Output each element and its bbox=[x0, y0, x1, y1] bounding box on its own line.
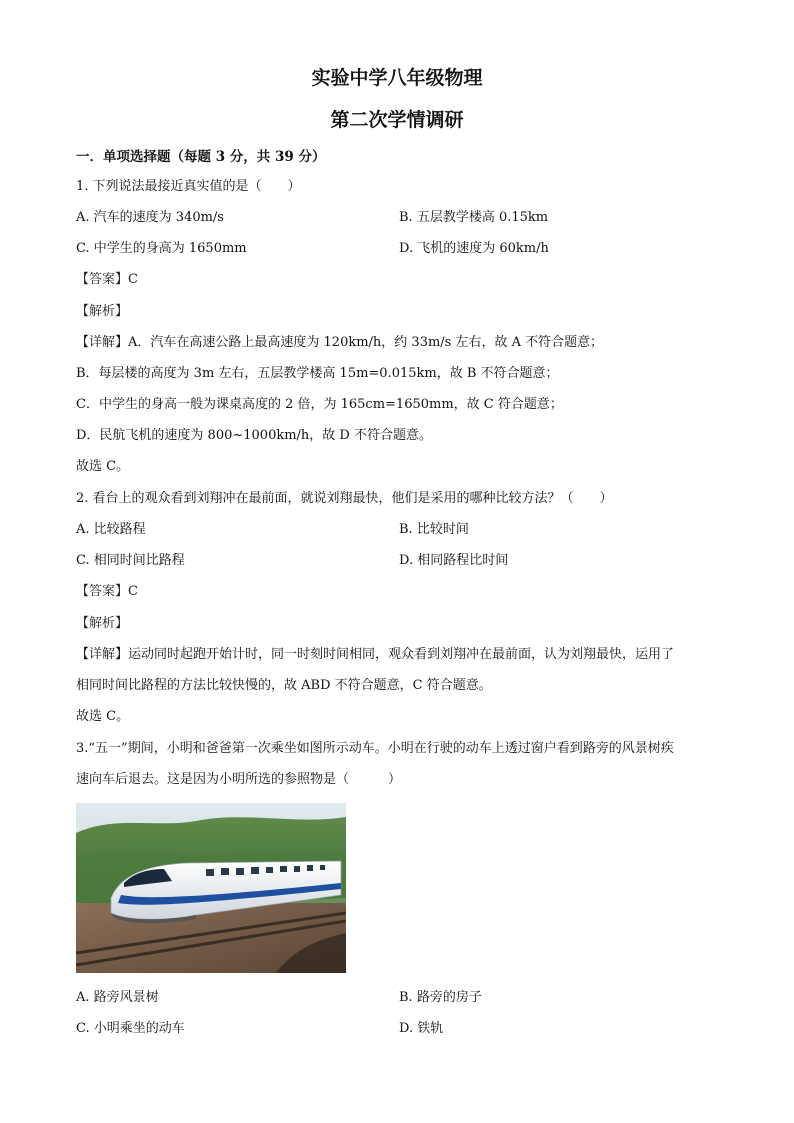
q1-option-c: C. 中学生的身高为 1650mm bbox=[76, 241, 247, 256]
q3-option-d: D. 铁轨 bbox=[399, 1021, 444, 1036]
q3-option-a: A. 路旁风景树 bbox=[76, 990, 159, 1005]
q3-stem-line-2: 速向车后退去。这是因为小明所选的参照物是（ ） bbox=[76, 772, 402, 787]
q1-detail-line: C．中学生的身高一般为课桌高度的 2 倍，为 165cm=1650mm，故 C 符合题意； bbox=[76, 397, 563, 412]
q2-detail-line: 相同时间比路程的方法比较快慢的，故 ABD 不符合题意，C 符合题意。 bbox=[76, 678, 492, 693]
q3-option-c: C. 小明乘坐的动车 bbox=[76, 1021, 185, 1036]
q1-analysis-label: 【解析】 bbox=[76, 304, 129, 319]
section-heading: 一．单项选择题（每题 3 分，共 39 分） bbox=[76, 149, 326, 165]
q1-answer: 【答案】C bbox=[76, 272, 138, 287]
q2-conclusion: 故选 C。 bbox=[76, 709, 130, 724]
q2-detail-line: 【详解】运动同时起跑开始计时，同一时刻时间相同，观众看到刘翔冲在最前面，认为刘翔最快，运用了 bbox=[76, 647, 675, 662]
q1-detail-line: D．民航飞机的速度为 800~1000km/h，故 D 不符合题意。 bbox=[76, 428, 432, 443]
title-line-1: 实验中学八年级物理 bbox=[311, 67, 483, 89]
q1-stem: 1. 下列说法最接近真实值的是（ ） bbox=[76, 179, 301, 194]
q2-option-a: A. 比较路程 bbox=[76, 522, 146, 537]
q1-detail-line: 【详解】A．汽车在高速公路上最高速度为 120km/h，约 33m/s 左右，故 A 不符合题意； bbox=[76, 335, 604, 350]
q1-detail-line: B．每层楼的高度为 3m 左右，五层教学楼高 15m=0.015km，故 B 不符合题意； bbox=[76, 366, 559, 381]
q1-option-a: A. 汽车的速度为 340m/s bbox=[76, 210, 224, 225]
q2-option-d: D. 相同路程比时间 bbox=[399, 553, 509, 568]
q1-option-b: B. 五层教学楼高 0.15km bbox=[399, 210, 549, 225]
high-speed-train-photo bbox=[76, 803, 346, 973]
q3-option-b: B. 路旁的房子 bbox=[399, 990, 482, 1005]
q2-stem: 2. 看台上的观众看到刘翔冲在最前面，就说刘翔最快，他们是采用的哪种比较方法？（ ） bbox=[76, 491, 613, 506]
q2-answer: 【答案】C bbox=[76, 584, 138, 599]
q2-analysis-label: 【解析】 bbox=[76, 616, 129, 631]
q2-option-b: B. 比较时间 bbox=[399, 522, 469, 537]
q1-conclusion: 故选 C。 bbox=[76, 459, 130, 474]
q2-option-c: C. 相同时间比路程 bbox=[76, 553, 185, 568]
q1-option-d: D. 飞机的速度为 60km/h bbox=[399, 241, 549, 256]
title-line-2: 第二次学情调研 bbox=[330, 109, 464, 131]
q3-stem-line-1: 3.“五一”期间，小明和爸爸第一次乘坐如图所示动车。小明在行驶的动车上透过窗户看到路旁的风景树疾 bbox=[76, 741, 674, 756]
